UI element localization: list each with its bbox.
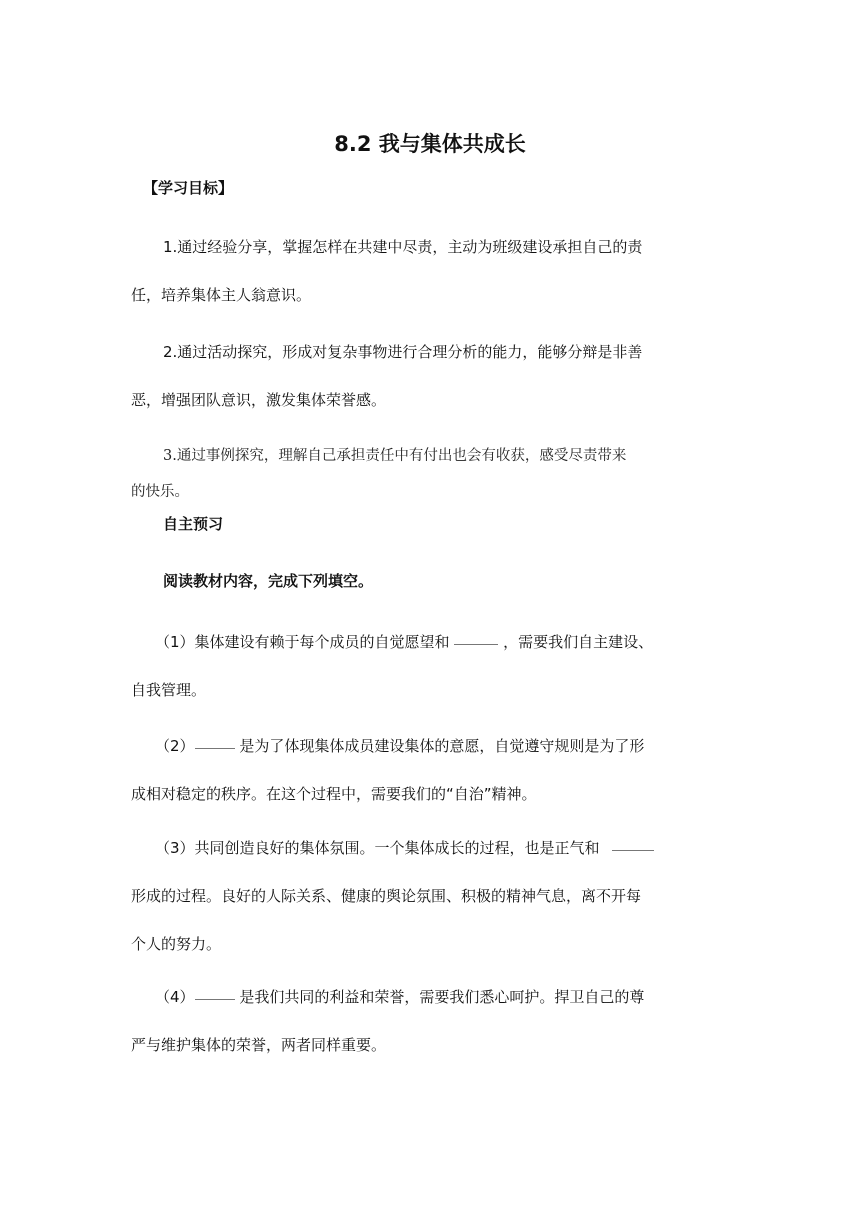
page-title: 8.2 我与集体共成长 (334, 132, 526, 156)
fill-item-3-line-2: 形成的过程。良好的人际关系、健康的舆论氛围、积极的精神气息，离不开每 (131, 887, 642, 905)
fill-item-2-text-a: （2） (155, 737, 195, 755)
fill-item-3-text-a: （3）共同创造良好的集体氛围。一个集体成长的过程，也是正气和 (155, 839, 600, 857)
fill-item-4 (131, 985, 731, 1081)
preview-heading: 自主预习 (163, 515, 224, 533)
objective-3 (131, 444, 731, 516)
objective-2 (131, 340, 731, 436)
instruction-text: 阅读教材内容，完成下列填空。 (163, 572, 374, 590)
fill-item-2-text-b: 是为了体现集体成员建设集体的意愿，自觉遵守规则是为了形 (239, 737, 645, 755)
fill-item-3 (131, 836, 731, 980)
objective-1 (131, 235, 731, 331)
fill-item-3-line-3: 个人的努力。 (131, 935, 222, 953)
objective-3-line-2: 的快乐。 (131, 484, 189, 500)
fill-blank-3[interactable] (612, 836, 654, 851)
fill-item-1-text-a: （1）集体建设有赖于每个成员的自觉愿望和 (155, 633, 450, 651)
fill-item-4-text-b: 是我们共同的利益和荣誉，需要我们悉心呵护。捍卫自己的尊 (239, 988, 645, 1006)
fill-item-1 (131, 630, 731, 726)
fill-item-1-text-b: ，需要我们自主建设、 (503, 633, 654, 651)
objective-1-line-2: 任，培养集体主人翁意识。 (131, 286, 312, 304)
objective-1-line-1: 1.通过经验分享，掌握怎样在共建中尽责，主动为班级建设承担自己的责 (163, 238, 643, 256)
fill-blank-2[interactable] (195, 734, 235, 749)
fill-item-2 (131, 734, 731, 830)
fill-item-4-text-a: （4） (155, 988, 195, 1006)
fill-item-2-line-1 (131, 734, 731, 782)
objective-2-line-2: 恶，增强团队意识，激发集体荣誉感。 (131, 391, 387, 409)
fill-blank-1[interactable] (454, 630, 498, 645)
objective-2-line-1: 2.通过活动探究，形成对复杂事物进行合理分析的能力，能够分辩是非善 (163, 343, 643, 361)
fill-item-1-line-2: 自我管理。 (131, 681, 207, 699)
objective-3-line-1: 3.通过事例探究，理解自己承担责任中有付出也会有收获，感受尽责带来 (163, 448, 627, 464)
fill-item-4-line-1 (131, 985, 731, 1033)
fill-item-3-line-1 (131, 836, 731, 884)
fill-item-2-line-2: 成相对稳定的秩序。在这个过程中，需要我们的“自治”精神。 (131, 785, 537, 803)
fill-blank-4[interactable] (195, 985, 235, 1000)
fill-item-1-line-1 (131, 630, 731, 678)
fill-item-4-line-2: 严与维护集体的荣誉，两者同样重要。 (131, 1036, 387, 1054)
objectives-heading: 【学习目标】 (143, 179, 234, 197)
